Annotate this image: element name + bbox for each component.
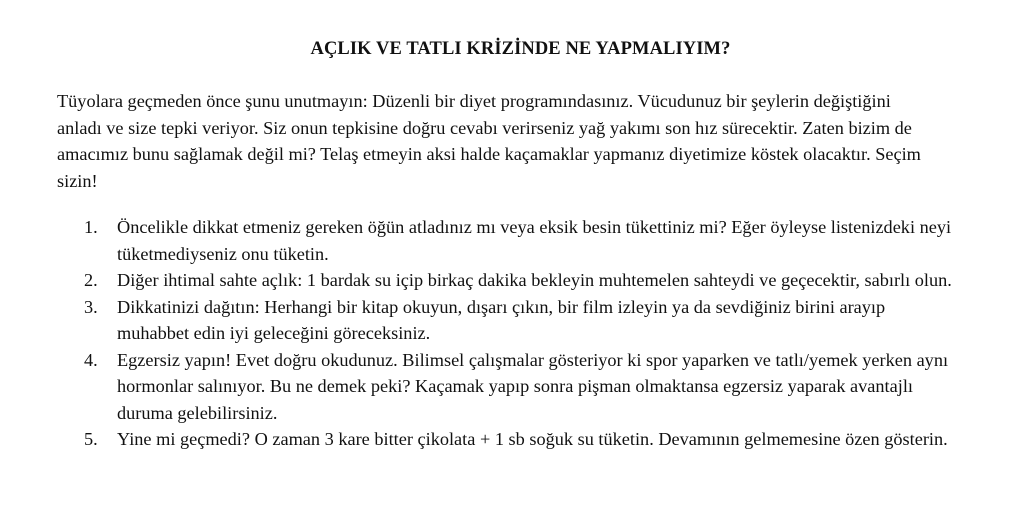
list-item-number: 5. xyxy=(84,429,98,449)
list-item-text: Egzersiz yapın! Evet doğru okudunuz. Bilimsel çalışmalar gösteriyor ki spor yaparken ve tatlı/yemek yerken aynı hormonlar salınıyor. Bu ne demek peki? Kaçamak yapıp sonra pişman olmaktansa egzersiz yaparak avantajlı duruma gelebilirsiniz. xyxy=(117,349,949,423)
list-item xyxy=(57,214,984,267)
list-item-number: 3. xyxy=(84,296,98,317)
list-item-text: Diğer ihtimal sahte açlık: 1 bardak su içip birkaç dakika bekleyin muhtemelen sahteydi ve geçecektir, sabırlı olun. xyxy=(117,270,952,290)
list-item-text: Öncelikle dikkat etmeniz gereken öğün atladınız mı veya eksik besin tükettiniz mi? Eğer öyleyse listenizdeki neyi tüketmediyseniz onu tüketin. xyxy=(117,217,952,264)
list-item-number: 4. xyxy=(84,349,98,370)
list-item xyxy=(57,294,984,347)
list-item-text: Yine mi geçmedi? O zaman 3 kare bitter çikolata + 1 sb soğuk su tüketin. Devamının gelmemesine özen gösterin. xyxy=(117,429,948,449)
list-item-text: Dikkatinizi dağıtın: Herhangi bir kitap okuyun, dışarı çıkın, bir film izleyin ya da sevdiğiniz birini arayıp muhabbet edin iyi geleceğini göreceksiniz. xyxy=(117,296,886,343)
list-item xyxy=(57,426,984,453)
steps-list xyxy=(57,214,984,453)
list-item xyxy=(57,347,984,427)
list-item-number: 2. xyxy=(84,270,98,290)
intro-paragraph: Tüyolara geçmeden önce şunu unutmayın: Düzenli bir diyet programındasınız. Vücudunuz bir şeylerin değiştiğini anladı ve size tepki veriyor. Siz onun tepkisine doğru cevabı verirseniz yağ yakımı son hız sürecektir. Zaten bizim de amacımız bunu sağlamak değil mi? Telaş etmeyin aksi halde kaçamaklar yapmanız diyetimize köstek olacaktır. Seçim sizin! xyxy=(57,91,921,191)
document-title: AÇLIK VE TATLI KRİZİNDE NE YAPMALIYIM? xyxy=(310,39,731,59)
list-item xyxy=(57,267,984,294)
list-item-number: 1. xyxy=(84,217,98,237)
